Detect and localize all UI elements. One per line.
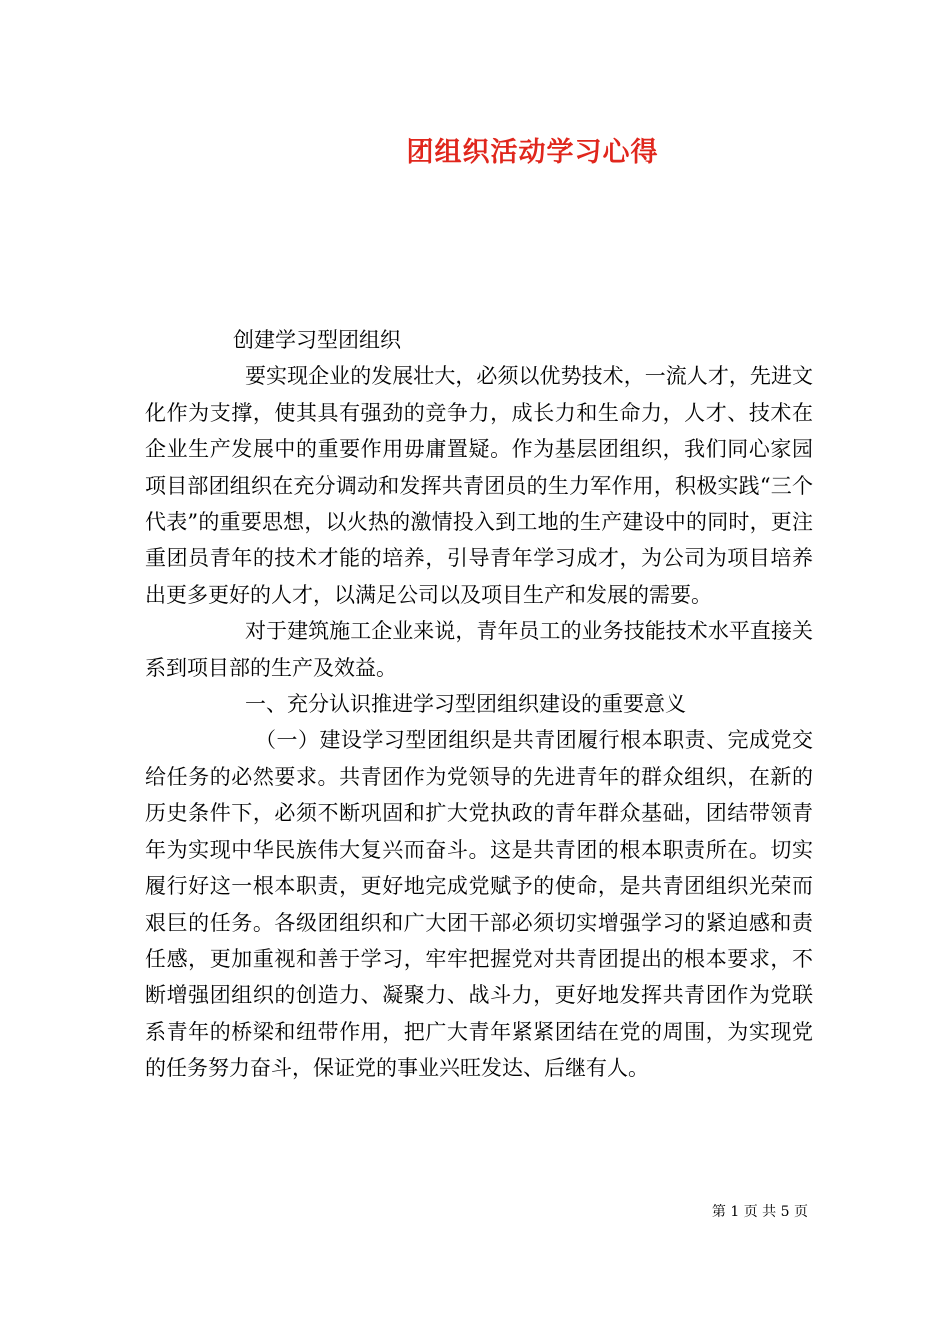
- subsection-1: （一）建设学习型团组织是共青团履行根本职责、完成党交给任务的必然要求。共青团作为党领导的先进青年的群众组织，在新的历史条件下，必须不断巩固和扩大党执政的青年群众基础，团结带领青年为实现中华民族伟大复兴而奋斗。这是共青团的根本职责所在。切实履行好这一根本职责，更好地完成党赋予的使命，是共青团组织光荣而艰巨的任务。各级团组织和广大团干部必须切实增强学习的紧迫感和责任感，更加重视和善于学习，牢牢把握党对共青团提出的根本要求，不断增强团组织的创造力、凝聚力、战斗力，更好地发挥共青团作为党联系青年的桥梁和纽带作用，把广大青年紧紧团结在党的周围，为实现党的任务努力奋斗，保证党的事业兴旺发达、后继有人。: [145, 728, 813, 1081]
- page-footer: 第 1 页 共 5 页: [711, 1204, 808, 1220]
- section-heading: 一、充分认识推进学习型团组织建设的重要意义: [245, 692, 686, 717]
- paragraph-1: 要实现企业的发展壮大，必须以优势技术，一流人才，先进文化作为支撑，使其具有强劲的竞争力，成长力和生命力，人才、技术在企业生产发展中的重要作用毋庸置疑。作为基层团组织，我们同心家园项目部团组织在充分调动和发挥共青团员的生力军作用，积极实践“三个代表”的重要思想，以火热的激情投入到工地的生产建设中的同时，更注重团员青年的技术才能的培养，引导青年学习成才，为公司为项目培养出更多更好的人才，以满足公司以及项目生产和发展的需要。: [145, 364, 813, 607]
- document-body: [145, 322, 813, 1087]
- document-title: 团组织活动学习心得: [406, 137, 659, 168]
- paragraph-2: 对于建筑施工企业来说，青年员工的业务技能技术水平直接关系到项目部的生产及效益。: [145, 619, 813, 680]
- subheading: 创建学习型团组织: [233, 328, 401, 352]
